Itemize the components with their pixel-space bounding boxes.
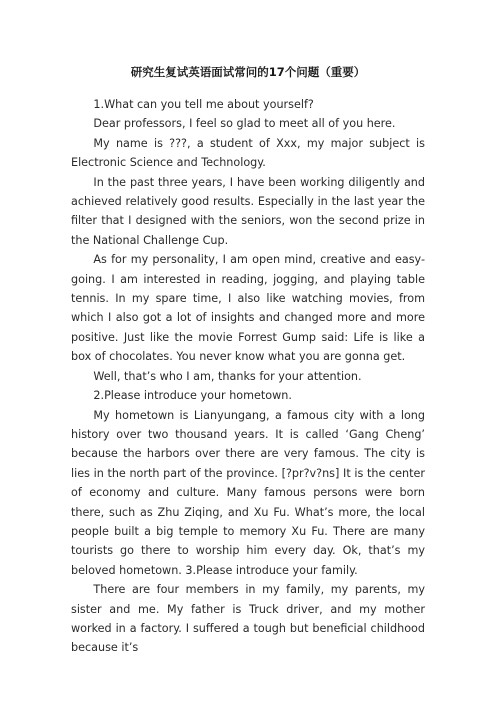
question-2-heading: 2.Please introduce your hometown. [93, 389, 292, 403]
answer-2-hometown: My hometown is Lianyungang, a famous city with a long history over two thousand years. It is called ‘Gang Cheng’ because the harbors over there are very famous. The city is lies in the north part of the province. [?pr?v?ns] It is the center of economy and culture. Many famous persons were born there, such as Zhu Ziqing, and Xu Fu. What’s more, the local people built a big temple to memory Xu Fu. There are many tourists go there to worship him every day. Ok, that’s my beloved hometown. 3.Please introduce your family. [71, 408, 425, 577]
question-1-heading: 1.What can you tell me about yourself? [93, 98, 314, 111]
answer-1-personality: As for my personality, I am open mind, creative and easy-going. I am interested in reading, jogging, and playing table tennis. In my spare time, I also like watching movies, from which I also got a lot of insights and changed more and more positive. Just like the movie Forrest Gump said: Life is like a box of chocolates. You never know what you are gonna get. [71, 253, 425, 364]
answer-1-closing: Well, that’s who I am, thanks for your attention. [93, 369, 362, 383]
answer-1-achievements: In the past three years, I have been working diligently and achieved relatively good results. Especially in the last year the filter that I designed with the seniors, won the second prize in the National Challenge Cup. [71, 175, 425, 247]
answer-1-greeting: Dear professors, I feel so glad to meet all of you here. [93, 117, 396, 131]
answer-1-name: My name is ???, a student of Xxx, my major subject is Electronic Science and Technology. [71, 136, 425, 170]
document-title: 研究生复试英语面试常问的17个问题（重要） [130, 65, 366, 79]
answer-3-family: There are four members in my family, my parents, my sister and me. My father is Truck driver, and my mother worked in a factory. I suffered a tough but beneficial childhood because it’s [71, 583, 425, 655]
